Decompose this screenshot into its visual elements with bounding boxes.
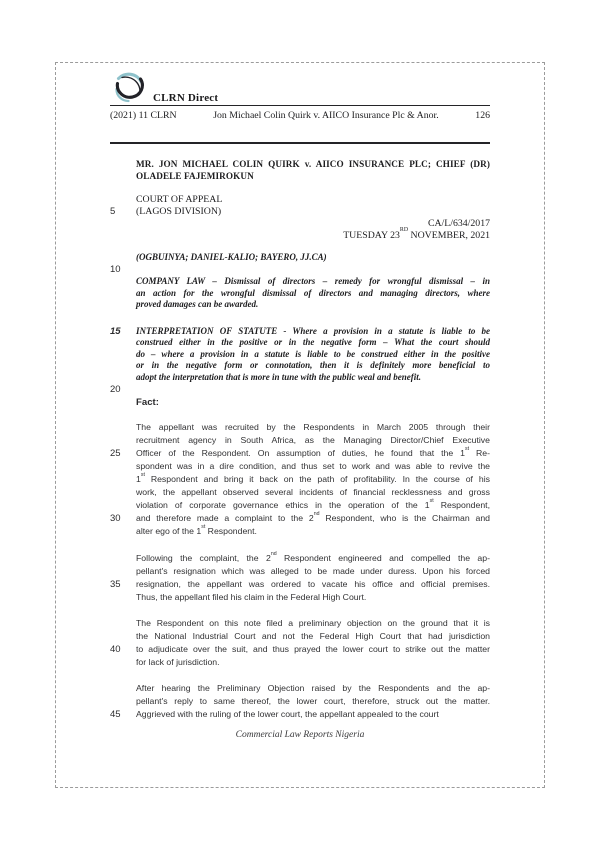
document-line bbox=[110, 326, 490, 338]
line-text: recruitment agency in South Africa, as the Managing Director/Chief Executive bbox=[136, 435, 490, 446]
page-footer bbox=[110, 730, 490, 740]
line-number bbox=[110, 565, 136, 578]
line-text bbox=[136, 182, 490, 194]
document-line bbox=[110, 372, 490, 384]
spacer-row bbox=[110, 182, 490, 194]
document-line bbox=[110, 194, 490, 206]
line-number bbox=[110, 396, 136, 409]
document-line bbox=[110, 578, 490, 591]
line-number: 15 bbox=[110, 325, 121, 337]
document-line bbox=[110, 630, 490, 643]
line-number bbox=[110, 499, 136, 512]
line-number bbox=[110, 311, 136, 326]
document-line bbox=[110, 656, 490, 669]
line-text: Officer of the Respondent. On assumption of duties, he found that the 1st Re- bbox=[136, 446, 490, 459]
line-number bbox=[110, 337, 136, 349]
line-number bbox=[110, 182, 136, 194]
line-text: (OGBUINYA; DANIEL-KALIO; BAYERO, JJ.CA) bbox=[136, 251, 327, 262]
line-text: proved damages can be awarded. bbox=[136, 299, 259, 310]
line-text: CA/L/634/2017 bbox=[427, 217, 490, 229]
line-number bbox=[110, 194, 136, 206]
line-text: pellant's resignation which was alleged to be made under duress. Upon his forced bbox=[136, 566, 490, 577]
document-line bbox=[110, 276, 490, 288]
line-text: Fact: bbox=[136, 397, 159, 409]
line-text: Aggrieved with the ruling of the lower court, the appellant appealed to the court bbox=[136, 709, 439, 720]
document-line bbox=[110, 682, 490, 695]
document-line bbox=[110, 695, 490, 708]
page-header bbox=[110, 68, 490, 144]
line-number bbox=[110, 170, 136, 182]
line-text: 1st Respondent and bring it back on the path of profitability. In the course of his bbox=[136, 472, 490, 485]
line-number bbox=[110, 552, 136, 565]
line-text bbox=[136, 263, 490, 276]
document-line bbox=[110, 525, 490, 538]
document-line bbox=[110, 299, 490, 311]
document-line bbox=[110, 565, 490, 578]
brand-name: CLRN Direct bbox=[153, 92, 219, 104]
line-text: an action for the wrongful dismissal of directors and managing directors, where bbox=[136, 287, 490, 298]
footer-text: Commercial Law Reports Nigeria bbox=[235, 730, 365, 741]
line-number bbox=[110, 349, 136, 361]
judgment-body bbox=[110, 158, 490, 722]
document-line bbox=[110, 460, 490, 473]
line-number: 10 bbox=[110, 264, 121, 276]
line-text: for lack of jurisdiction. bbox=[136, 657, 220, 668]
document-line bbox=[110, 591, 490, 604]
line-text: pellant's reply to same thereof, the lower court, therefore, struck out the matter. bbox=[136, 696, 490, 707]
line-text: to adjudicate over the suit, and thus prayed the lower court to strike out the matter bbox=[136, 644, 490, 655]
line-text bbox=[136, 538, 490, 552]
line-number bbox=[110, 617, 136, 630]
line-number bbox=[110, 669, 136, 682]
document-line bbox=[110, 206, 490, 218]
line-number bbox=[110, 421, 136, 434]
document-line bbox=[110, 512, 490, 525]
line-number bbox=[110, 288, 136, 300]
spacer-row bbox=[110, 409, 490, 421]
document-line bbox=[110, 170, 490, 182]
header-rule-bottom bbox=[110, 142, 490, 143]
line-text: (LAGOS DIVISION) bbox=[136, 205, 222, 217]
document-line bbox=[110, 499, 490, 512]
line-number: 45 bbox=[110, 709, 121, 721]
line-text: TUESDAY 23RD NOVEMBER, 2021 bbox=[343, 226, 490, 241]
line-text bbox=[136, 242, 490, 252]
line-number bbox=[110, 695, 136, 708]
spacer-row bbox=[110, 242, 490, 252]
document-line bbox=[110, 643, 490, 656]
brand-row bbox=[110, 68, 490, 105]
document-line bbox=[110, 434, 490, 447]
document-line bbox=[110, 552, 490, 565]
line-text: or in the negative form or connotation, then it is definitely more beneficial to bbox=[136, 360, 490, 371]
line-number bbox=[110, 591, 136, 604]
running-head bbox=[110, 106, 490, 125]
line-text: COMPANY LAW – Dismissal of directors – remedy for wrongful dismissal – in bbox=[136, 276, 490, 287]
line-text bbox=[136, 604, 490, 617]
line-text: violation of corporate governance ethics in the operation of the 1st Respondent, bbox=[136, 498, 490, 511]
line-number bbox=[110, 360, 136, 372]
spacer-row bbox=[110, 604, 490, 617]
line-text: After hearing the Preliminary Objection raised by the Respondents and the ap- bbox=[136, 683, 490, 694]
line-text: OLADELE FAJEMIROKUN bbox=[136, 170, 254, 181]
document-line bbox=[110, 617, 490, 630]
clrn-logo-icon bbox=[111, 70, 148, 105]
line-text: INTERPRETATION OF STATUTE - Where a provision in a statute is liable to be bbox=[136, 325, 490, 336]
line-number-row bbox=[110, 383, 490, 396]
report-page bbox=[55, 62, 545, 788]
line-number: 25 bbox=[110, 448, 121, 460]
line-text bbox=[136, 409, 490, 421]
line-text: and therefore made a complaint to the 2nd Respondent, who is the Chairman and bbox=[136, 511, 490, 524]
spacer-row bbox=[110, 538, 490, 552]
document-line bbox=[110, 708, 490, 721]
line-text: The Respondent on this note filed a preliminary objection on the ground that it is bbox=[136, 618, 490, 629]
spacer-row bbox=[110, 669, 490, 682]
line-text: construed either in the positive or in the negative form – What the court should bbox=[136, 337, 490, 348]
line-text: do – where a provision in a statute is liable to be construed either in the positive bbox=[136, 348, 490, 359]
line-text: Thus, the appellant filed his claim in the Federal High Court. bbox=[136, 592, 367, 603]
line-text bbox=[136, 669, 490, 682]
line-number bbox=[110, 409, 136, 421]
line-number bbox=[110, 486, 136, 499]
case-name: Jon Michael Colin Quirk v. AIICO Insurance Plc & Anor. bbox=[213, 110, 439, 122]
document-line bbox=[110, 218, 490, 230]
line-number: 35 bbox=[110, 579, 121, 591]
line-number bbox=[110, 218, 136, 230]
page-number: 126 bbox=[475, 110, 490, 122]
document-line bbox=[110, 447, 490, 460]
document-line bbox=[110, 421, 490, 434]
line-number bbox=[110, 434, 136, 447]
line-number bbox=[110, 525, 136, 538]
line-number bbox=[110, 630, 136, 643]
line-text: Following the complaint, the 2nd Respondent engineered and compelled the ap- bbox=[136, 551, 490, 564]
line-text: adopt the interpretation that is more in tune with the public weal and benefit. bbox=[136, 371, 422, 382]
document-line bbox=[110, 337, 490, 349]
document-line bbox=[110, 158, 490, 170]
line-number bbox=[110, 656, 136, 669]
document-line bbox=[110, 226, 490, 242]
document-line bbox=[110, 288, 490, 300]
line-number bbox=[110, 473, 136, 486]
line-number bbox=[110, 372, 136, 384]
line-text: resignation, the appellant was ordered to vacate his office and official premises. bbox=[136, 579, 490, 590]
line-number bbox=[110, 460, 136, 473]
document-line bbox=[110, 252, 490, 264]
line-number bbox=[110, 158, 136, 170]
document-line bbox=[110, 349, 490, 361]
line-number bbox=[110, 299, 136, 311]
document-line bbox=[110, 360, 490, 372]
line-text: MR. JON MICHAEL COLIN QUIRK v. AIICO INSURANCE PLC; CHIEF (DR) bbox=[136, 158, 490, 169]
line-number: 30 bbox=[110, 513, 121, 525]
line-number bbox=[110, 538, 136, 552]
line-text: alter ego of the 1st Respondent. bbox=[136, 524, 257, 537]
document-line bbox=[110, 396, 490, 409]
line-number-row bbox=[110, 263, 490, 276]
line-text bbox=[136, 311, 490, 326]
document-line bbox=[110, 473, 490, 486]
line-text: The appellant was recruited by the Respondents in March 2005 through their bbox=[136, 422, 490, 433]
line-text: COURT OF APPEAL bbox=[136, 193, 223, 205]
line-text: work, the appellant observed several incidents of financial recklessness and gross bbox=[136, 487, 490, 498]
line-number bbox=[110, 276, 136, 288]
line-number: 5 bbox=[110, 205, 116, 217]
line-text: the National Industrial Court and not the Federal High Court that had jurisdiction bbox=[136, 631, 490, 642]
line-text bbox=[136, 383, 490, 396]
spacer-row bbox=[110, 311, 490, 326]
line-number: 20 bbox=[110, 384, 121, 396]
line-number bbox=[110, 682, 136, 695]
line-number: 40 bbox=[110, 644, 121, 656]
line-number bbox=[110, 252, 136, 264]
report-citation: (2021) 11 CLRN bbox=[110, 110, 177, 122]
line-text: spondent was in a dire condition, and thus set to work and was able to revive the bbox=[136, 461, 490, 472]
line-number bbox=[110, 242, 136, 252]
line-number bbox=[110, 230, 136, 242]
line-number bbox=[110, 604, 136, 617]
